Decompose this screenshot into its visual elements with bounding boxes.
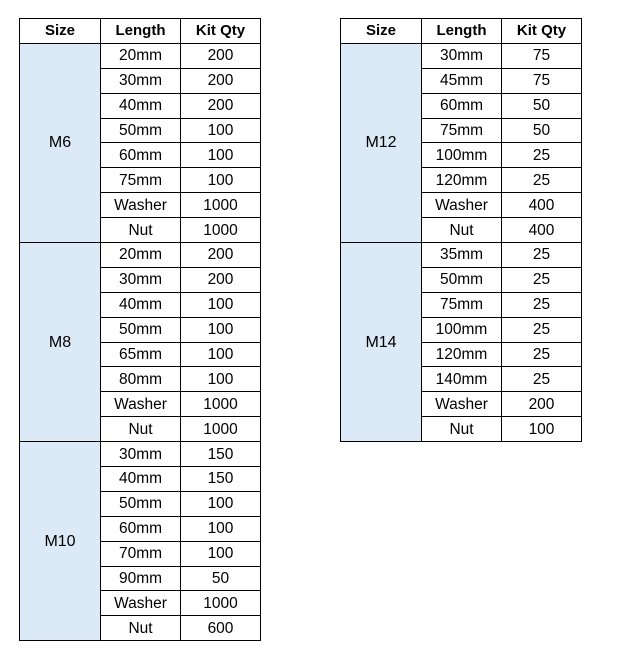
kit-qty-cell: 200 <box>181 43 261 68</box>
header-size: Size <box>20 19 101 44</box>
kit-qty-cell: 1000 <box>181 417 261 442</box>
length-cell: 30mm <box>101 68 181 93</box>
kit-qty-cell: 200 <box>181 243 261 268</box>
table-row <box>341 43 582 68</box>
length-cell: 35mm <box>422 243 502 268</box>
kit-qty-cell: 75 <box>502 68 582 93</box>
kit-qty-cell: 25 <box>502 168 582 193</box>
length-cell: 60mm <box>101 143 181 168</box>
length-cell: 75mm <box>422 292 502 317</box>
kit-qty-cell: 100 <box>181 342 261 367</box>
size-cell: M8 <box>20 243 101 442</box>
length-cell: 50mm <box>101 317 181 342</box>
kit-qty-cell: 100 <box>181 491 261 516</box>
length-cell: Washer <box>101 193 181 218</box>
kit-qty-cell: 1000 <box>181 218 261 243</box>
length-cell: 70mm <box>101 541 181 566</box>
kit-qty-cell: 25 <box>502 267 582 292</box>
kit-qty-cell: 1000 <box>181 591 261 616</box>
size-cell: M12 <box>341 43 422 242</box>
header-kit-qty: Kit Qty <box>181 19 261 44</box>
kit-qty-cell: 200 <box>181 267 261 292</box>
header-size: Size <box>341 19 422 44</box>
size-cell: M6 <box>20 43 101 242</box>
kit-qty-cell: 100 <box>181 367 261 392</box>
length-cell: Washer <box>101 392 181 417</box>
length-cell: 60mm <box>422 93 502 118</box>
length-cell: 140mm <box>422 367 502 392</box>
kit-qty-cell: 25 <box>502 317 582 342</box>
length-cell: Nut <box>422 417 502 442</box>
length-cell: 75mm <box>422 118 502 143</box>
length-cell: 120mm <box>422 168 502 193</box>
kit-qty-cell: 25 <box>502 243 582 268</box>
header-row <box>20 19 261 44</box>
header-length: Length <box>101 19 181 44</box>
kit-qty-cell: 50 <box>502 118 582 143</box>
kit-qty-cell: 100 <box>181 541 261 566</box>
length-cell: 50mm <box>101 118 181 143</box>
kit-qty-cell: 100 <box>502 417 582 442</box>
kit-table-left <box>19 18 261 641</box>
kit-qty-cell: 1000 <box>181 392 261 417</box>
kit-qty-cell: 400 <box>502 218 582 243</box>
length-cell: Nut <box>101 616 181 641</box>
kit-qty-cell: 25 <box>502 342 582 367</box>
kit-qty-cell: 100 <box>181 168 261 193</box>
length-cell: 65mm <box>101 342 181 367</box>
kit-qty-cell: 200 <box>181 68 261 93</box>
length-cell: 20mm <box>101 43 181 68</box>
length-cell: 40mm <box>101 292 181 317</box>
kit-qty-cell: 600 <box>181 616 261 641</box>
kit-qty-cell: 100 <box>181 292 261 317</box>
kit-qty-cell: 25 <box>502 367 582 392</box>
length-cell: Washer <box>101 591 181 616</box>
header-length: Length <box>422 19 502 44</box>
length-cell: 30mm <box>422 43 502 68</box>
kit-qty-cell: 1000 <box>181 193 261 218</box>
length-cell: 30mm <box>101 267 181 292</box>
header-row <box>341 19 582 44</box>
length-cell: 120mm <box>422 342 502 367</box>
size-cell: M10 <box>20 442 101 641</box>
table-row <box>341 243 582 268</box>
length-cell: 80mm <box>101 367 181 392</box>
length-cell: 20mm <box>101 243 181 268</box>
kit-qty-cell: 100 <box>181 143 261 168</box>
length-cell: Washer <box>422 193 502 218</box>
table-row <box>20 243 261 268</box>
length-cell: 40mm <box>101 467 181 492</box>
length-cell: 30mm <box>101 442 181 467</box>
kit-qty-cell: 100 <box>181 516 261 541</box>
kit-qty-cell: 400 <box>502 193 582 218</box>
length-cell: 100mm <box>422 143 502 168</box>
length-cell: 75mm <box>101 168 181 193</box>
kit-qty-cell: 150 <box>181 467 261 492</box>
kit-qty-cell: 75 <box>502 43 582 68</box>
kit-qty-cell: 50 <box>502 93 582 118</box>
length-cell: 60mm <box>101 516 181 541</box>
kit-qty-cell: 50 <box>181 566 261 591</box>
kit-qty-cell: 100 <box>181 317 261 342</box>
length-cell: Nut <box>101 417 181 442</box>
kit-qty-cell: 25 <box>502 143 582 168</box>
kit-table-right <box>340 18 582 442</box>
kit-qty-cell: 100 <box>181 118 261 143</box>
kit-qty-cell: 150 <box>181 442 261 467</box>
length-cell: 50mm <box>101 491 181 516</box>
length-cell: Nut <box>101 218 181 243</box>
length-cell: 100mm <box>422 317 502 342</box>
header-kit-qty: Kit Qty <box>502 19 582 44</box>
length-cell: 40mm <box>101 93 181 118</box>
length-cell: 50mm <box>422 267 502 292</box>
table-row <box>20 442 261 467</box>
length-cell: 90mm <box>101 566 181 591</box>
kit-qty-cell: 200 <box>181 93 261 118</box>
kit-qty-cell: 25 <box>502 292 582 317</box>
table-row <box>20 43 261 68</box>
size-cell: M14 <box>341 243 422 442</box>
kit-qty-cell: 200 <box>502 392 582 417</box>
length-cell: 45mm <box>422 68 502 93</box>
length-cell: Nut <box>422 218 502 243</box>
length-cell: Washer <box>422 392 502 417</box>
